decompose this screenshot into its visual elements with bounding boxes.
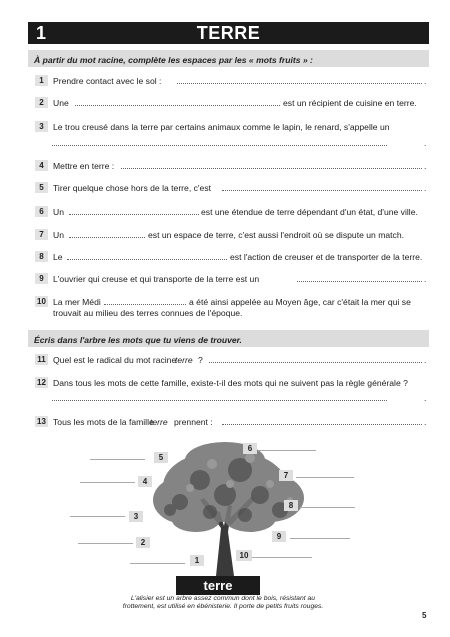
question-number: 9 [35,273,48,284]
tree-label-5: 5 [154,452,168,463]
tree-label-3: 3 [129,511,143,522]
question-text: Tous les mots de la famille [53,417,154,427]
question-text-end: a été ainsi appelée au Moyen âge, car c'était la mer qui se [189,297,411,307]
question-number: 11 [35,354,48,365]
answer-field[interactable] [75,97,280,106]
question-12 [35,377,430,389]
question-number: 2 [35,97,48,108]
tree-label-10: 10 [236,550,252,561]
question-9: 9 L'ouvrier qui creuse et qui transporte de la terre est un . [35,273,430,285]
page-number: 5 [422,611,427,620]
question-text-end: est une étendue de terre dépendant d'un état, d'une ville. [201,207,418,217]
question-number: 13 [35,416,48,427]
question-number: 6 [35,206,48,217]
root-word-box: terre [176,576,260,595]
question-text-end: est l'action de creuser et de transporter de la terre. [230,252,423,262]
question-text: Un [53,230,64,240]
tree-label-6: 6 [243,443,257,454]
instruction-2: Écris dans l'arbre les mots que tu viens de trouver. [28,330,429,347]
tree-answer-line-9[interactable] [290,538,350,539]
question-text: Un [53,207,64,217]
tree-answer-line-2[interactable] [78,543,133,544]
question-text: La mer Médi [53,297,101,307]
answer-field[interactable] [209,354,422,363]
tree-caption: L'alisier est un arbre assez commun dont le bois, résistant au frottement, est utilisé en ébénisterie. Il porte de petits fruits rouges. [122,595,324,610]
tree-label-4: 4 [138,476,152,487]
question-5: 5 Tirer quelque chose hors de la terre, c'est . [35,182,430,194]
question-1: 1 Prendre contact avec le sol : . [35,75,430,87]
answer-field[interactable] [52,392,387,401]
question-4: 4 Mettre en terre : . [35,160,430,172]
question-number: 3 [35,121,48,132]
answer-field[interactable] [222,416,422,425]
tree-answer-line-10[interactable] [252,557,312,558]
answer-field[interactable] [222,182,422,191]
question-number: 12 [35,377,48,388]
question-text-continued: trouvait au milieu des terres connues de l'époque. [53,308,243,318]
question-text-end: est un espace de terre, c'est aussi l'endroit où se dispute un match. [148,230,404,240]
tree-answer-line-7[interactable] [296,477,354,478]
tree-label-9: 9 [272,531,286,542]
question-6 [35,206,430,218]
question-text: Prendre contact avec le sol : [53,76,162,86]
chapter-number: 1 [36,23,47,43]
tree-answer-line-4[interactable] [80,482,135,483]
answer-field[interactable] [121,160,422,169]
tree-label-2: 2 [136,537,150,548]
question-text: L'ouvrier qui creuse et qui transporte de la terre est un [53,274,260,284]
tree-label-8: 8 [284,500,298,511]
tree-label-7: 7 [279,470,293,481]
question-2 [35,97,430,109]
question-text: Une [53,98,69,108]
question-number: 10 [35,296,48,307]
question-text: Mettre en terre : [53,161,115,171]
question-text: Dans tous les mots de cette famille, existe-t-il des mots qui ne suivent pas la règle générale ? [53,378,408,388]
question-13: 13 Tous les mots de la famille terre prennent : . [35,416,430,428]
question-text: Quel est le radical du mot racine [53,355,177,365]
question-number: 4 [35,160,48,171]
answer-field[interactable] [52,137,387,146]
question-number: 5 [35,182,48,193]
chapter-header [28,22,429,44]
question-number: 7 [35,229,48,240]
tree-label-1: 1 [190,555,204,566]
question-number: 8 [35,251,48,262]
question-11: 11 Quel est le radical du mot racine terre ? . [35,354,430,366]
chapter-title: TERRE [196,23,261,43]
question-keyword: terre [150,417,168,427]
tree-answer-line-6[interactable] [258,450,316,451]
answer-field[interactable] [104,296,186,305]
question-3 [35,121,430,133]
answer-field[interactable] [297,273,422,282]
answer-field[interactable] [69,229,145,238]
tree-answer-line-5[interactable] [90,459,145,460]
question-7 [35,229,430,241]
question-8 [35,251,430,263]
answer-field[interactable] [69,206,199,215]
question-keyword: terre [175,355,193,365]
question-text: Le [53,252,63,262]
tree-answer-line-3[interactable] [70,516,125,517]
answer-field[interactable] [67,251,227,260]
instruction-1: À partir du mot racine, complète les espaces par les « mots fruits » : [28,50,429,67]
answer-field[interactable] [177,75,422,84]
question-text: Le trou creusé dans la terre par certains animaux comme le lapin, le renard, s'appelle un [53,122,390,132]
question-number: 1 [35,75,48,86]
question-text: Tirer quelque chose hors de la terre, c'est [53,183,211,193]
question-10 [35,296,430,308]
tree-answer-line-8[interactable] [300,507,355,508]
tree-answer-line-1[interactable] [130,563,185,564]
question-text-end: est un récipient de cuisine en terre. [283,98,417,108]
